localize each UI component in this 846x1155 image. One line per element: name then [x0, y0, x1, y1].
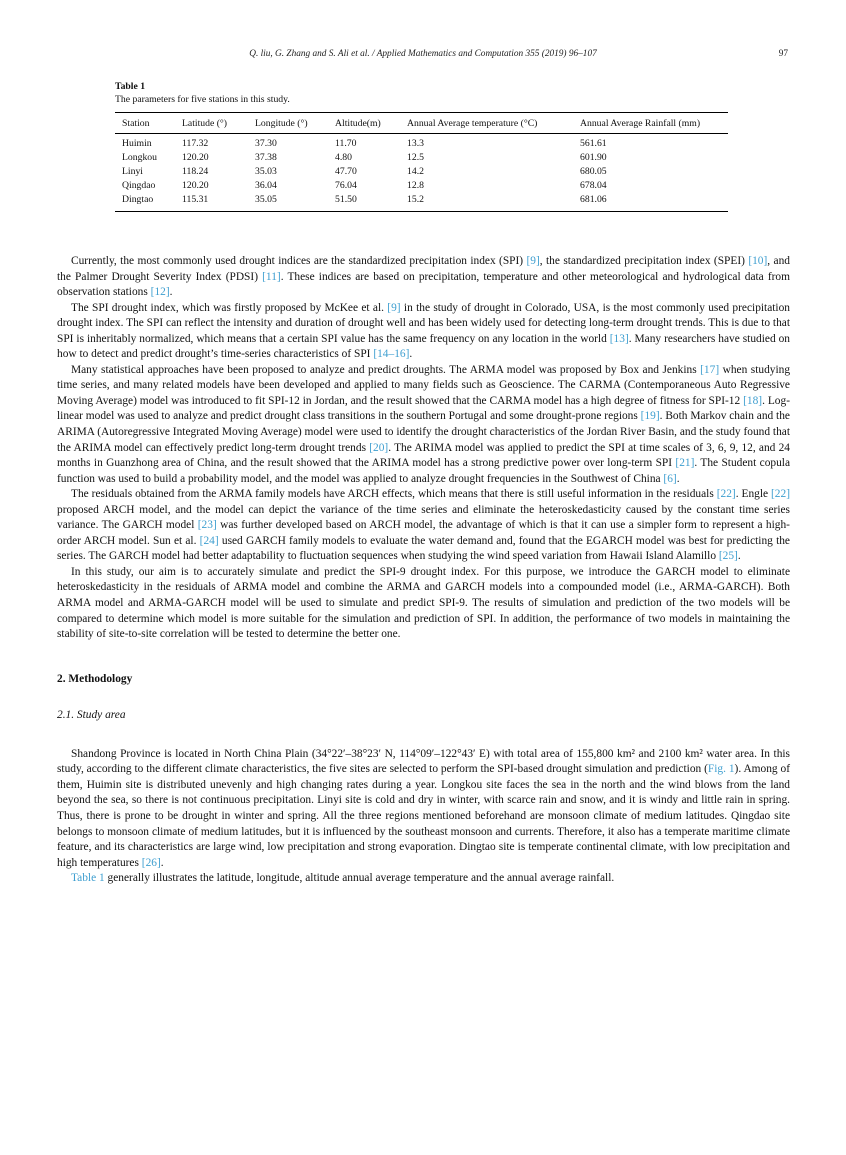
- text-run: In this study, our aim is to accurately simulate and predict the SPI-9 drought index. For this purpose, we introduce the GARCH model to eliminate heteroskedasticity in the residuals of ARMA model and combine the ARMA and GARCH models into a compounded model (i.e., ARMA-GARCH). Both ARMA model and ARMA-GARCH model will be used to simulate and predict SPI-9. The results of simulation and prediction of the two models will be compared to determine which model is more suitable for the simulation and prediction of SPI. In addition, the performance of two models in maintaining the stability of site-to-site correlation will be tested to determine the better one.: [57, 565, 790, 641]
- table-cell: Dingtao: [122, 194, 154, 205]
- table-row: [115, 151, 728, 165]
- table-caption: The parameters for five stations in this study.: [115, 94, 290, 105]
- text-run: Many statistical approaches have been proposed to analyze and predict droughts. The ARMA model was proposed by Box and Jenkins: [71, 363, 701, 376]
- citation-link[interactable]: [10]: [748, 255, 768, 267]
- paragraph: [57, 871, 790, 887]
- text-run: proposed ARCH model, and the model can depict the variance of the time series and eliminate the heteroskedasticity caused by the constant time series variance. The GARCH model: [57, 503, 790, 532]
- citation-link[interactable]: [11]: [262, 270, 281, 283]
- table-cell: 15.2: [407, 194, 424, 205]
- text-run: .: [160, 856, 164, 869]
- citation-link[interactable]: [22]: [771, 488, 790, 501]
- table-column-header: Annual Average Rainfall (mm): [580, 113, 728, 134]
- paragraph: [57, 301, 790, 363]
- table-label: Table 1: [115, 81, 146, 92]
- citation-link[interactable]: [19]: [640, 410, 660, 423]
- text-run: . Both Markov chain and the ARIMA (Autoregressive Integrated Moving Average) model were used to identify the drought characteristics of the Jordan River Basin, and the study found that the ARIMA model can effectively predict long-term drought trends: [57, 410, 790, 454]
- article-body: [57, 254, 790, 887]
- table-cell: 681.06: [580, 194, 607, 205]
- citation-link[interactable]: [9]: [526, 255, 540, 267]
- text-run: . Log-linear model was used to analyze and predict drought class transitions in the southern Portugal and some drought-prone regions: [57, 394, 790, 423]
- table-row: [115, 165, 728, 179]
- page-number: 97: [778, 49, 788, 59]
- text-run: ). Among of them, Huimin site is distributed unevenly and high changing rates during a year. Longkou site faces the sea in the north and the wind blows from the land beyond the sea, so there is not continuous precipitation. Linyi site is cold and dry in winter, with scarce rain and snow, and it is windy and little rain in spring. Thus, there is prone to be drought in winter and spring. All the three regions mentioned beforehand are monsoon climate of medium latitudes. Qingdao site belongs to monsoon climate of medium latitudes, but it is influenced by the southeast monsoon and currents. Therefore, it also has a temperate maritime climate feature, and its characteristics are large wind, low precipitation and strong evaporation. Dingtao site is temperate continental climate, with low precipitation and high temperatures: [57, 763, 791, 869]
- text-run: .: [169, 286, 173, 299]
- citation-link[interactable]: [25]: [718, 550, 738, 563]
- table-cell: 120.20: [182, 180, 209, 191]
- paragraph: [57, 363, 790, 487]
- table-column-header: Longitude (°): [255, 113, 335, 134]
- table-cell: Linyi: [122, 166, 143, 177]
- table-cell: 35.05: [255, 194, 277, 205]
- citation-link[interactable]: [13]: [609, 332, 629, 345]
- table-cell: 14.2: [407, 166, 424, 177]
- text-run: .: [737, 550, 741, 563]
- citation-link[interactable]: [21]: [675, 457, 695, 470]
- table-cell: 120.20: [182, 152, 209, 163]
- table-cell: 11.70: [335, 138, 357, 149]
- text-run: The residuals obtained from the ARMA family models have ARCH effects, which means that there is still useful information in the residuals: [71, 488, 717, 501]
- citation-link[interactable]: [12]: [150, 286, 170, 299]
- paragraph: [57, 565, 790, 643]
- citation-link[interactable]: [6]: [663, 472, 677, 485]
- text-run: . Many researchers have studied on how to detect and predict drought’s time-series characteristics of SPI: [57, 332, 790, 361]
- table-cell: 680.05: [580, 166, 607, 177]
- table-row: [115, 134, 728, 152]
- table-cell: 561.61: [580, 138, 607, 149]
- table-cell: 678.04: [580, 180, 607, 191]
- table-row: [115, 179, 728, 193]
- citation-link[interactable]: Fig. 1: [707, 763, 735, 776]
- text-run: in the study of drought in Colorado, USA, is the most commonly used precipitation drought index. The SPI can reflect the intensity and duration of drought well and has been widely used for detecting long-term drought trends. This is due to that SPI is inheritably normalized, which means that a certain SPI value has the same frequency on any location in the world: [57, 301, 790, 345]
- table-cell: 12.8: [407, 180, 424, 191]
- paragraph: [57, 254, 790, 301]
- subsection-heading: 2.1. Study area: [57, 709, 126, 722]
- text-run: . The ARIMA model was applied to predict the SPI at time scales of 3, 6, 9, 12, and 24 months in Guanzhong area of China, and the result showed that the ARIMA model has a strong predictive power over long-term SPI: [57, 441, 790, 470]
- citation-link[interactable]: [14–16]: [373, 348, 410, 361]
- text-run: generally illustrates the latitude, longitude, altitude annual average temperature and the annual average rainfall.: [104, 872, 615, 885]
- text-run: was further developed based on ARCH model, the advantage of which is that it can use a simpler form to represent a high-order ARCH model. Sun et al.: [57, 519, 790, 547]
- table-cell: 36.04: [255, 180, 277, 191]
- table-cell: 118.24: [182, 166, 209, 177]
- citation-link[interactable]: [17]: [700, 363, 720, 376]
- table-cell: 117.32: [182, 138, 209, 149]
- table-cell: 37.30: [255, 138, 277, 149]
- table-column-header: Altitude(m): [335, 113, 407, 134]
- text-run: The SPI drought index, which was firstly proposed by McKee et al.: [71, 301, 388, 314]
- table-cell: 12.5: [407, 152, 424, 163]
- running-title: Q. liu, G. Zhang and S. Ali et al. / Applied Mathematics and Computation 355 (2019) 96–107: [249, 49, 597, 59]
- text-run: when studying time series, and many related models have been developed and applied to many fields such as Geoscience. The CARMA (Contemporaneous Auto Regressive Moving Average) model was introduced to fit SPI-12 in Jordan, and the result showed that the CARMA model has a high degree of fitness for SPI-12: [57, 363, 791, 407]
- citation-link[interactable]: [22]: [716, 488, 736, 501]
- text-run: .: [409, 348, 413, 361]
- stations-table-head: [115, 113, 728, 134]
- table-1-block: [115, 81, 728, 212]
- table-cell: Longkou: [122, 152, 157, 163]
- table-cell: 115.31: [182, 194, 209, 205]
- table-row: [115, 193, 728, 212]
- text-run: Currently, the most commonly used drought indices are the standardized precipitation index (SPI): [71, 255, 527, 267]
- section-heading: 2. Methodology: [57, 672, 133, 685]
- citation-link[interactable]: [18]: [743, 394, 763, 407]
- stations-table-body: [115, 134, 728, 212]
- citation-link[interactable]: [26]: [141, 856, 161, 869]
- table-cell: Qingdao: [122, 180, 156, 191]
- table-column-header: Latitude (°): [182, 113, 255, 134]
- intro-paragraphs: [57, 254, 790, 643]
- table-cell: 4.80: [335, 152, 352, 163]
- table-header-row: [115, 113, 728, 134]
- text-run: . Engle: [735, 488, 772, 501]
- paragraph: [57, 487, 790, 565]
- citation-link[interactable]: [23]: [197, 519, 217, 532]
- text-run: .: [676, 472, 680, 485]
- citation-link[interactable]: [20]: [369, 441, 389, 454]
- table-cell: 13.3: [407, 138, 424, 149]
- table-column-header: Station: [115, 113, 182, 134]
- table-cell: 47.70: [335, 166, 357, 177]
- text-run: , the standardized precipitation index (SPEI): [539, 255, 749, 267]
- table-cell: 37.38: [255, 152, 277, 163]
- citation-link[interactable]: [24]: [199, 534, 219, 547]
- text-run: , and the Palmer Drought Severity Index (PDSI): [57, 255, 790, 283]
- table-cell: 35.03: [255, 166, 277, 177]
- text-run: . These indices are based on precipitation, temperature and other meteorological and hydrological data from observation stations: [57, 270, 790, 299]
- stations-table: [115, 112, 728, 212]
- text-run: . The Student copula function was used to build a probability model, and the model was applied to analyze drought frequencies in the Southwest of China: [57, 457, 790, 485]
- study-area-paragraphs: [57, 747, 790, 887]
- citation-link[interactable]: [9]: [387, 301, 401, 314]
- table-cell: 601.90: [580, 152, 607, 163]
- paragraph: [57, 747, 790, 871]
- table-cell: 51.50: [335, 194, 357, 205]
- text-run: used GARCH family models to evaluate the water demand and, found that the EGARCH model was best for predicting the series. The GARCH model had better adaptability to fluctuation sequences when studying the wind speed variation from Hawaii Island Alamillo: [57, 534, 790, 563]
- table-column-header: Annual Average temperature (°C): [407, 113, 580, 134]
- text-run: Shandong Province is located in North China Plain (34°22′–38°23′ N, 114°09′–122°43′ E) with total area of 155,800 km² and 2100 km² water area. In this study, according to the different climate characteristics, the five sites are selected to perform the SPI-based drought simulation and prediction (: [57, 747, 790, 776]
- table-cell: Huimin: [122, 138, 152, 149]
- table-cell: 76.04: [335, 180, 357, 191]
- citation-link[interactable]: Table 1: [71, 872, 105, 885]
- running-head: [0, 49, 846, 59]
